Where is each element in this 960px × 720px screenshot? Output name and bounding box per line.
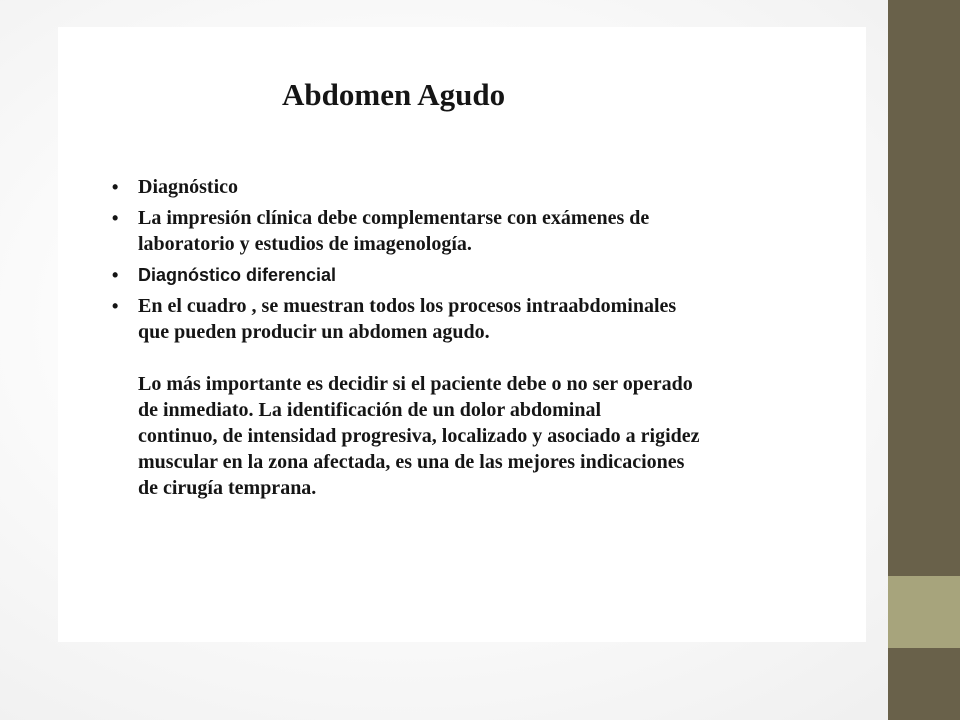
bullet-item-impresion-clinica <box>108 205 838 257</box>
bullet-dot: • <box>112 177 119 197</box>
bullet-list <box>108 174 838 506</box>
bullet-item-cuadro <box>108 293 838 501</box>
paragraph-line: Lo más importante es decidir si el paciente debe o no ser operado <box>138 373 693 395</box>
bullet-text: Diagnóstico <box>138 176 238 198</box>
bullet-text-line: laboratorio y estudios de imagenología. <box>138 233 472 255</box>
bullet-text-line: La impresión clínica debe complementarse con exámenes de <box>138 207 650 229</box>
side-accent-bar-top <box>888 0 960 576</box>
side-accent-bar-middle <box>888 576 960 648</box>
paragraph-line: de cirugía temprana. <box>138 477 317 499</box>
bullet-dot: • <box>112 208 119 228</box>
bullet-text: Diagnóstico diferencial <box>138 265 337 285</box>
paragraph-line: de inmediato. La identificación de un dolor abdominal <box>138 399 602 421</box>
bullet-text-line: que pueden producir un abdomen agudo. <box>138 321 490 343</box>
bullet-text-line: En el cuadro , se muestran todos los procesos intraabdominales <box>138 295 677 317</box>
slide-title: Abdomen Agudo <box>282 77 506 112</box>
bullet-dot: • <box>112 296 119 316</box>
bullet-item-diagnostico <box>108 174 838 200</box>
slide-content-area <box>58 27 866 642</box>
paragraph-line: muscular en la zona afectada, es una de las mejores indicaciones <box>138 451 685 473</box>
bullet-dot: • <box>112 265 119 285</box>
bullet-item-diagnostico-diferencial <box>108 262 838 288</box>
paragraph-line: continuo, de intensidad progresiva, localizado y asociado a rigidez <box>138 425 700 447</box>
side-accent-bar-bottom <box>888 648 960 720</box>
paragraph-spacer <box>138 345 838 371</box>
